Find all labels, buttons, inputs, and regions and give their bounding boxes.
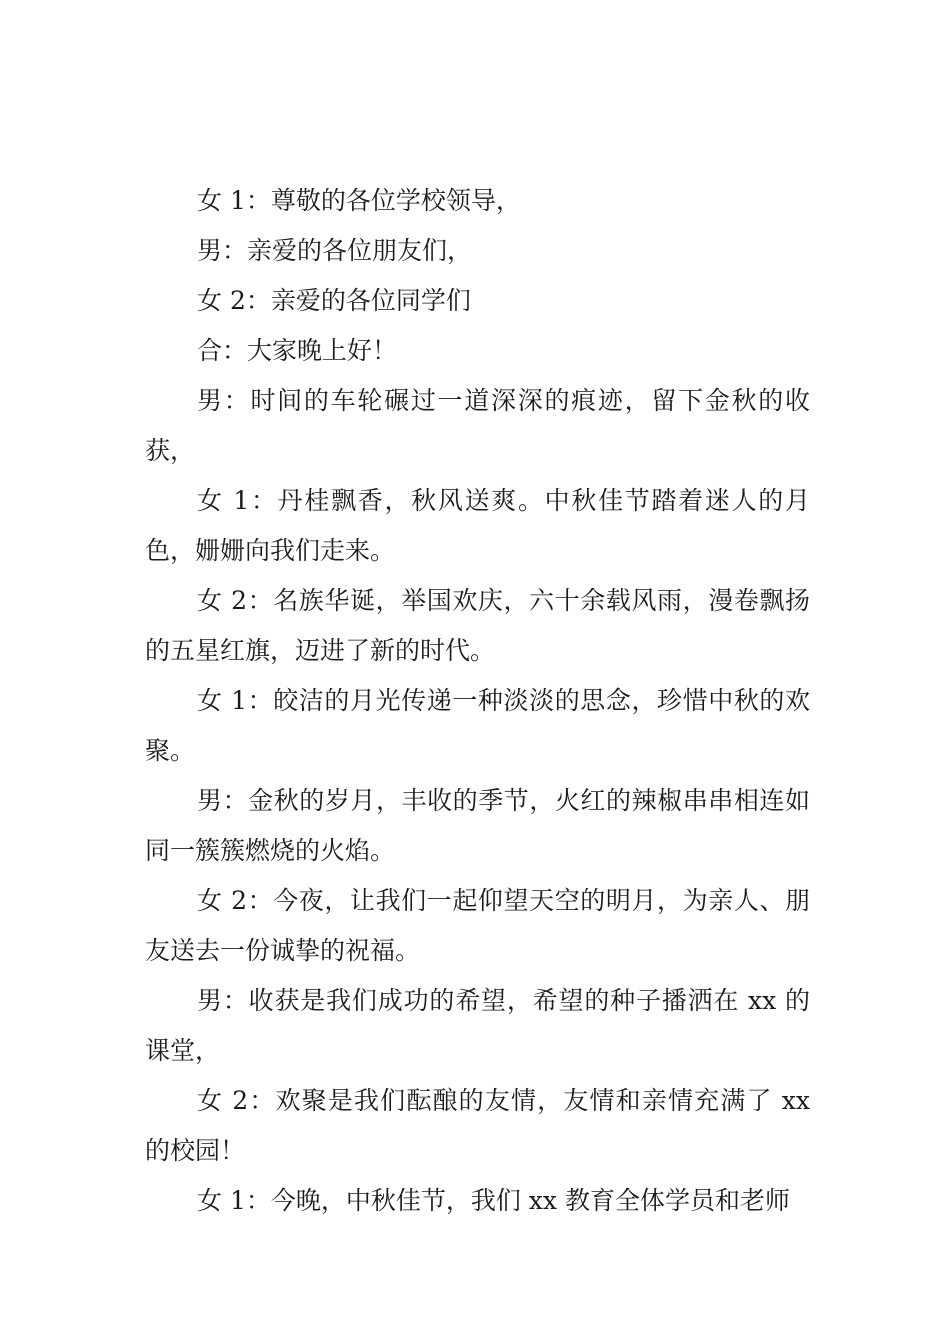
dialogue-line-4: 合：大家晚上好！	[197, 336, 398, 365]
dialogue-line-11: 男：收获是我们成功的希望，希望的种子播洒在 xx 的课堂，	[145, 986, 810, 1065]
dialogue-line-10: 女 2：今夜，让我们一起仰望天空的明月，为亲人、朋友送去一份诚挚的祝福。	[145, 886, 810, 965]
document-body	[145, 176, 810, 1226]
dialogue-line-1: 女 1：尊敬的各位学校领导，	[197, 186, 521, 215]
dialogue-line-13: 女 1：今晚，中秋佳节，我们 xx 教育全体学员和老师	[197, 1186, 790, 1215]
dialogue-line-8: 女 1：皎洁的月光传递一种淡淡的思念，珍惜中秋的欢聚。	[145, 686, 810, 765]
dialogue-line-5: 男：时间的车轮碾过一道深深的痕迹，留下金秋的收获，	[145, 386, 810, 465]
dialogue-line-9: 男：金秋的岁月，丰收的季节，火红的辣椒串串相连如同一簇簇燃烧的火焰。	[145, 786, 810, 865]
dialogue-line-12: 女 2：欢聚是我们酝酿的友情，友情和亲情充满了 xx 的校园！	[145, 1086, 810, 1165]
dialogue-line-3: 女 2：亲爱的各位同学们	[197, 286, 471, 315]
dialogue-line-6: 女 1：丹桂飘香，秋风送爽。中秋佳节踏着迷人的月色，姗姗向我们走来。	[145, 486, 810, 565]
dialogue-line-7: 女 2：名族华诞，举国欢庆，六十余载风雨，漫卷飘扬的五星红旗，迈进了新的时代。	[145, 586, 810, 665]
dialogue-line-2: 男：亲爱的各位朋友们，	[197, 236, 473, 265]
